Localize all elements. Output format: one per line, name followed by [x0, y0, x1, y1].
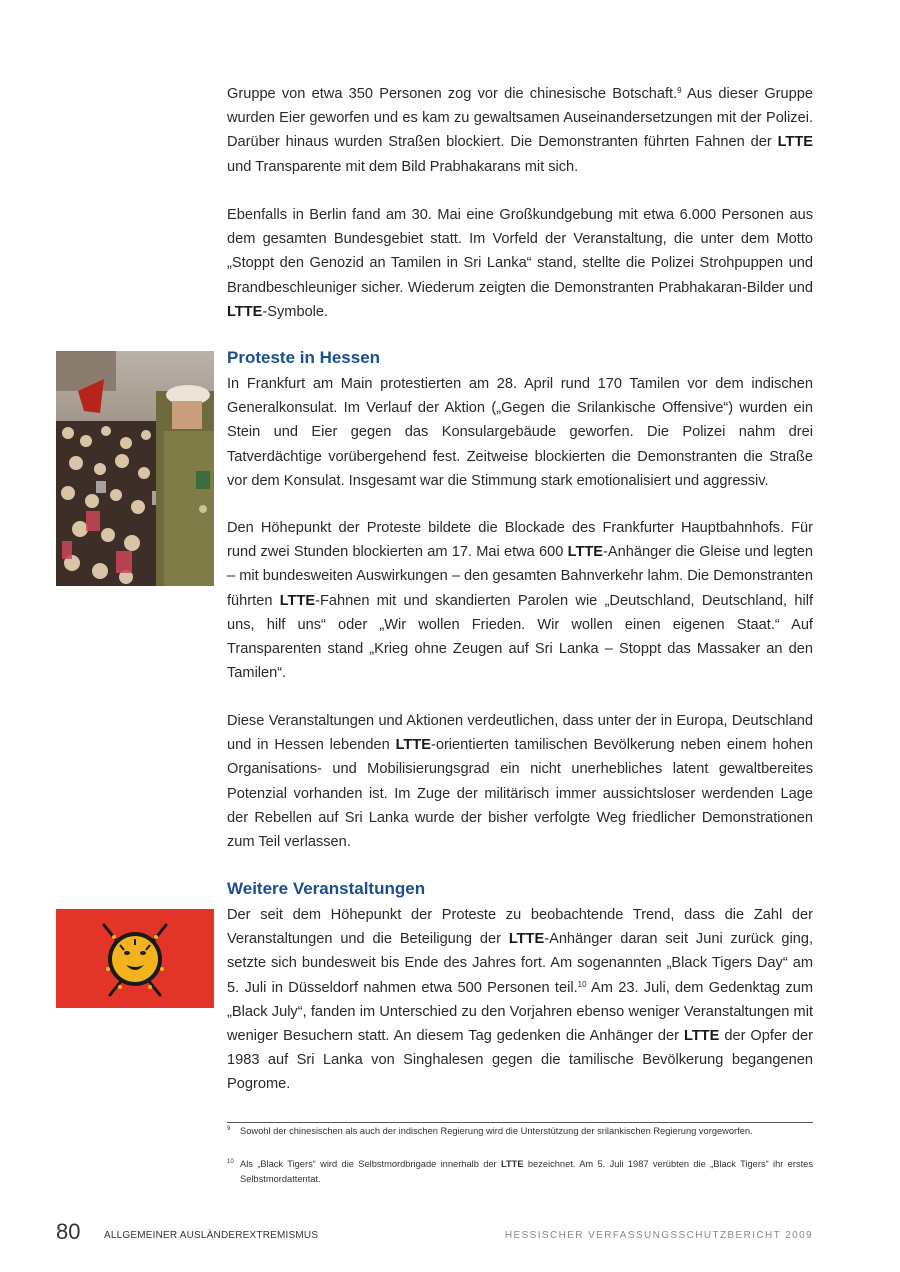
ltte-term: LTTE — [567, 544, 604, 561]
text-span: Ebenfalls in Berlin fand am 30. Mai eine Großkundgebung mit etwa 6.000 Personen aus dem gesamten Bundesgebiet statt. Im Vorfeld der Veranstaltung, die unter dem Motto „Stoppt den Genozid an Tamilen in Sri Lanka“ stand, stellte die Polizei Strohpuppen und Brandbeschleuniger sicher. Wiederum zeigten die Demonstranten Prabhakaran-Bilder und — [227, 207, 813, 296]
footnote-ref-10[interactable]: 10 — [577, 979, 587, 989]
text-span: Aus dieser Gruppe wurden Eier geworfen und es kam zu gewaltsamen Auseinandersetzungen mit der Polizei. Darüber hinaus wurden Straßen blockiert. Die Demonstranten führten Fahnen der — [227, 86, 813, 151]
ltte-term: LTTE — [777, 134, 813, 151]
heading-proteste-in-hessen: Proteste in Hessen — [227, 348, 381, 367]
paragraph-frankfurt-consulate: In Frankfurt am Main protestierten am 28. April rund 170 Tamilen vor dem indischen Generalkonsulat. Im Verlauf der Aktion („Gegen die Srilankische Offensive“) wurden ein Stein und Eier gegen das Konsulargebäude geworfen. Die Polizei nahm drei Tatverdächtige vorübergehend fest. Zeitweise blockierten die Demonstranten die Straße vor dem Konsulat. Insgesamt war die Stimmung stark emotionalisiert und aggressiv. — [227, 376, 813, 489]
footnote-text — [227, 1157, 813, 1187]
ltte-term: LTTE — [395, 737, 431, 754]
ltte-term: LTTE — [683, 1028, 720, 1045]
text-span: Gruppe von etwa 350 Personen zog vor die chinesische Botschaft. — [227, 86, 678, 102]
footnote-ref-9[interactable]: 9 — [677, 86, 682, 95]
text-span: Der seit dem Höhepunkt der Proteste zu beobachtende Trend, dass die Zahl der Veranstaltungen und die Beteiligung der — [227, 907, 813, 948]
paragraph-berlin-rally — [227, 203, 813, 324]
text-span: Diese Veranstaltungen und Aktionen verdeutlichen, dass unter der in Europa, Deutschland und in Hessen lebenden — [227, 713, 813, 754]
ltte-term: LTTE — [227, 303, 263, 320]
paragraph-embassy-protest — [227, 82, 813, 179]
text-span: Als „Black Tigers“ wird die Selbstmordbrigade innerhalb der — [240, 1159, 501, 1169]
footnote-text: Sowohl der chinesischen als auch der indischen Regierung wird die Unterstützung der srilankischen Regierung vorgeworfen. — [240, 1126, 753, 1136]
footnote-number: 9 — [227, 1126, 231, 1132]
ltte-term: LTTE — [508, 931, 545, 948]
text-span: bezeichnet. Am 5. Juli 1987 verübten die „Black Tigers“ ihr erstes Selbstmordattentat. — [240, 1159, 813, 1184]
paragraph-station-blockade — [227, 516, 813, 685]
text-span: und Transparente mit dem Bild Prabhakarans mit sich. — [227, 158, 579, 175]
footnote-9 — [227, 1124, 813, 1139]
text-span: -Anhänger daran seit Juni zurück ging, setzte sich bundesweit bis Ende des Jahres fort. Am sogenannten „Black Tigers Day“ am 5. Juli in Düsseldorf nahmen etwa 500 Personen teil. — [227, 931, 813, 996]
protest-crowd-photo — [56, 351, 214, 586]
text-span: -Anhänger die Gleise und legten – mit bundesweiten Auswirkungen – den gesamten Bahnverkehr lahm. Die Demonstranten führten — [227, 544, 814, 609]
text-span: Den Höhepunkt der Proteste bildete die Blockade des Frankfurter Hauptbahnhofs. Für rund zwei Stunden blockierten am 17. Mai etwa 600 — [227, 520, 813, 561]
page-number: 80 — [56, 1219, 81, 1244]
report-title: HESSISCHER VERFASSUNGSSCHUTZBERICHT 2009 — [504, 1230, 813, 1241]
text-span: -Fahnen mit und skandierten Parolen wie „Deutschland, Deutschland, hilf uns, hilf uns“ oder „Wir wollen Frieden. Wir wollen einen eigenen Staat.“ Auf Transparenten stand „Krieg ohne Zeugen auf Sri Lanka – Stoppt das Massaker an den Tamilen“. — [227, 592, 813, 682]
paragraph-assessment — [227, 709, 813, 854]
ltte-term: LTTE — [279, 592, 316, 609]
ltte-flag-image — [56, 909, 214, 1008]
paragraph-further-events — [227, 903, 813, 1097]
text-span: Am 23. Juli, dem Gedenktag zum „Black July“, fanden im Unterschied zu den Vorjahren ebenso weniger Veranstaltungen mit weniger Besuchern statt. An diesem Tag gedenken die Anhänger der — [227, 979, 813, 1045]
section-title: ALLGEMEINER AUSLÄNDEREXTREMISMUS — [104, 1230, 319, 1241]
text-span: der Opfer der 1983 auf Sri Lanka von Singhalesen gegen die tamilische Bevölkerung begangenen Pogrome. — [227, 1028, 813, 1093]
heading-weitere-veranstaltungen: Weitere Veranstaltungen — [227, 879, 426, 898]
text-span: -Symbole. — [262, 303, 329, 320]
footnote-divider — [227, 1122, 813, 1123]
footnote-10 — [227, 1157, 813, 1187]
text-span: -orientierten tamilischen Bevölkerung neben einem hohen Organisations- und Mobilisierungsgrad ein nicht unerhebliches latent gewaltbereites Potenzial vorhanden ist. Im Zuge der militärisch immer aussichtsloser werdenden Lage der Rebellen auf Sri Lanka wurde der bisher verfolgte Weg friedlicher Demonstrationen zum Teil verlassen. — [227, 737, 814, 851]
ltte-term: LTTE — [500, 1159, 524, 1169]
footnote-number: 10 — [227, 1159, 234, 1165]
